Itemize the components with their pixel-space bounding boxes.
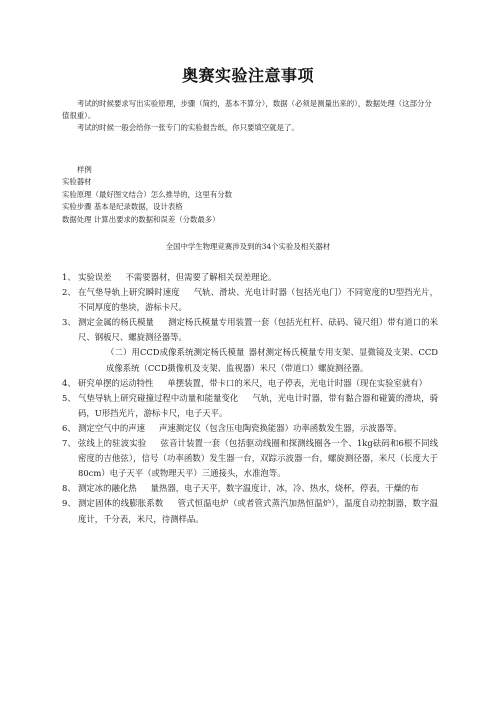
item-number: [62, 345, 78, 375]
intro-paragraph: 考试的时候一般会给你一张专门的实验报告纸，你只要填空就是了。: [77, 123, 299, 132]
list-item: [62, 496, 438, 526]
list-item: [62, 376, 438, 391]
item-name: 实验误差: [78, 272, 112, 282]
item-name: 气垫导轨上研究碰撞过程中动量和能量变化: [78, 392, 239, 403]
item-text: 气轨，光电计时器，带有黏合器和碰簧的滑块，骑码，U形挡光片，游标卡尺，电子天平。: [78, 392, 439, 418]
item-number: 4、: [62, 377, 76, 388]
item-number: 2、: [62, 287, 76, 298]
item-name: 在气垫导轨上研究瞬时速度: [78, 287, 180, 298]
item-text: 弦音计装置一套（包括驱动线圈和探测线圈各一个、1kg砝码和6根不同线密度的吉他弦），信号（功率函数）发生器一台，双踪示波器一台，螺旋测径器，米尺（长度大于80cm）电子天平（或物理天平）三通接头，水准泡等。: [78, 438, 439, 479]
item-number: 3、: [62, 317, 76, 328]
intro: [62, 98, 436, 134]
section-subtitle: 全国中学生物理竞赛涉及到的34个实验及相关器材: [165, 242, 331, 251]
list-item: [62, 345, 438, 375]
item-number: 9、: [62, 498, 76, 509]
list-item: [62, 285, 438, 315]
item-text: 声速测定仪（包含压电陶瓷换能器）功率函数发生器，示波器等。: [159, 422, 402, 433]
list-item: [62, 391, 438, 421]
item-number: 1、: [62, 272, 76, 282]
item-number: 8、: [62, 483, 76, 494]
item-number: 6、: [62, 422, 76, 433]
item-name: 测定冰的融化热: [78, 483, 137, 494]
item-text: 管式恒温电炉（或者管式蒸汽加热恒温炉），温度自动控制器，数字温度计，千分表，米尺，待测样品。: [78, 498, 439, 524]
item-text: 气轨、滑块、光电计时器（包括光电门）不同宽度的U型挡光片，不同厚度的垫块，游标卡尺。: [78, 287, 438, 313]
sample-line: 实验器材: [62, 177, 92, 187]
intro-paragraph: 考试的时候要求写出实验原理，步骤（简约，基本不算分），数据（必须是测量出来的），数据处理（这部分分值很重）。: [62, 99, 432, 120]
item-name: （二）用CCD成像系统测定杨氏模量: [106, 347, 245, 358]
list-item: [62, 436, 438, 481]
list-item: [62, 315, 438, 345]
sample-line: 实验步骤 基本是纪录数据，设计表格: [62, 202, 183, 212]
item-name: 弦线上的驻波实验: [78, 438, 147, 449]
list-item: [62, 421, 438, 436]
item-text: 不需要器材，但需要了解相关误差理论。: [125, 272, 277, 282]
experiment-list: [62, 270, 438, 527]
item-text: 测定杨氏模量专用装置一套（包括光杠杆、砝码、镜尺组）带有道口的米尺、钢板尺、螺旋测径器等。: [78, 317, 438, 343]
sample-section: [62, 164, 436, 226]
item-name: 测定金属的杨氏模量: [78, 317, 154, 328]
item-name: 测定固体的线膨胀系数: [78, 498, 164, 509]
item-text: 器材测定杨氏模量专用支架、显微镜及支架、CCD成像系统（CCD摄像机及支架、监视器）米尺（带道口）螺旋测径器。: [106, 347, 439, 373]
sample-line: 实验原理（最好图文结合）怎么推导的，这里有分数: [62, 189, 232, 199]
sample-heading: 样例: [77, 165, 92, 174]
item-text: 量热器，电子天平，数字温度计，冰，冷、热水，烧杯，停表，干燥的布: [150, 483, 419, 494]
list-item: [62, 481, 438, 496]
item-name: 研究单摆的运动特性: [78, 377, 154, 388]
page-title: 奥赛实验注意事项: [181, 66, 314, 85]
item-text: 单摆装置，带卡口的米尺，电子停表，光电计时器（现在实验室就有）: [167, 377, 427, 388]
sample-line: 数据处理 计算出要求的数据和误差（分数最多）: [62, 214, 220, 224]
item-number: 5、: [62, 392, 76, 403]
list-item: [62, 270, 438, 285]
item-number: 7、: [62, 438, 76, 449]
item-name: 测定空气中的声速: [78, 422, 145, 433]
